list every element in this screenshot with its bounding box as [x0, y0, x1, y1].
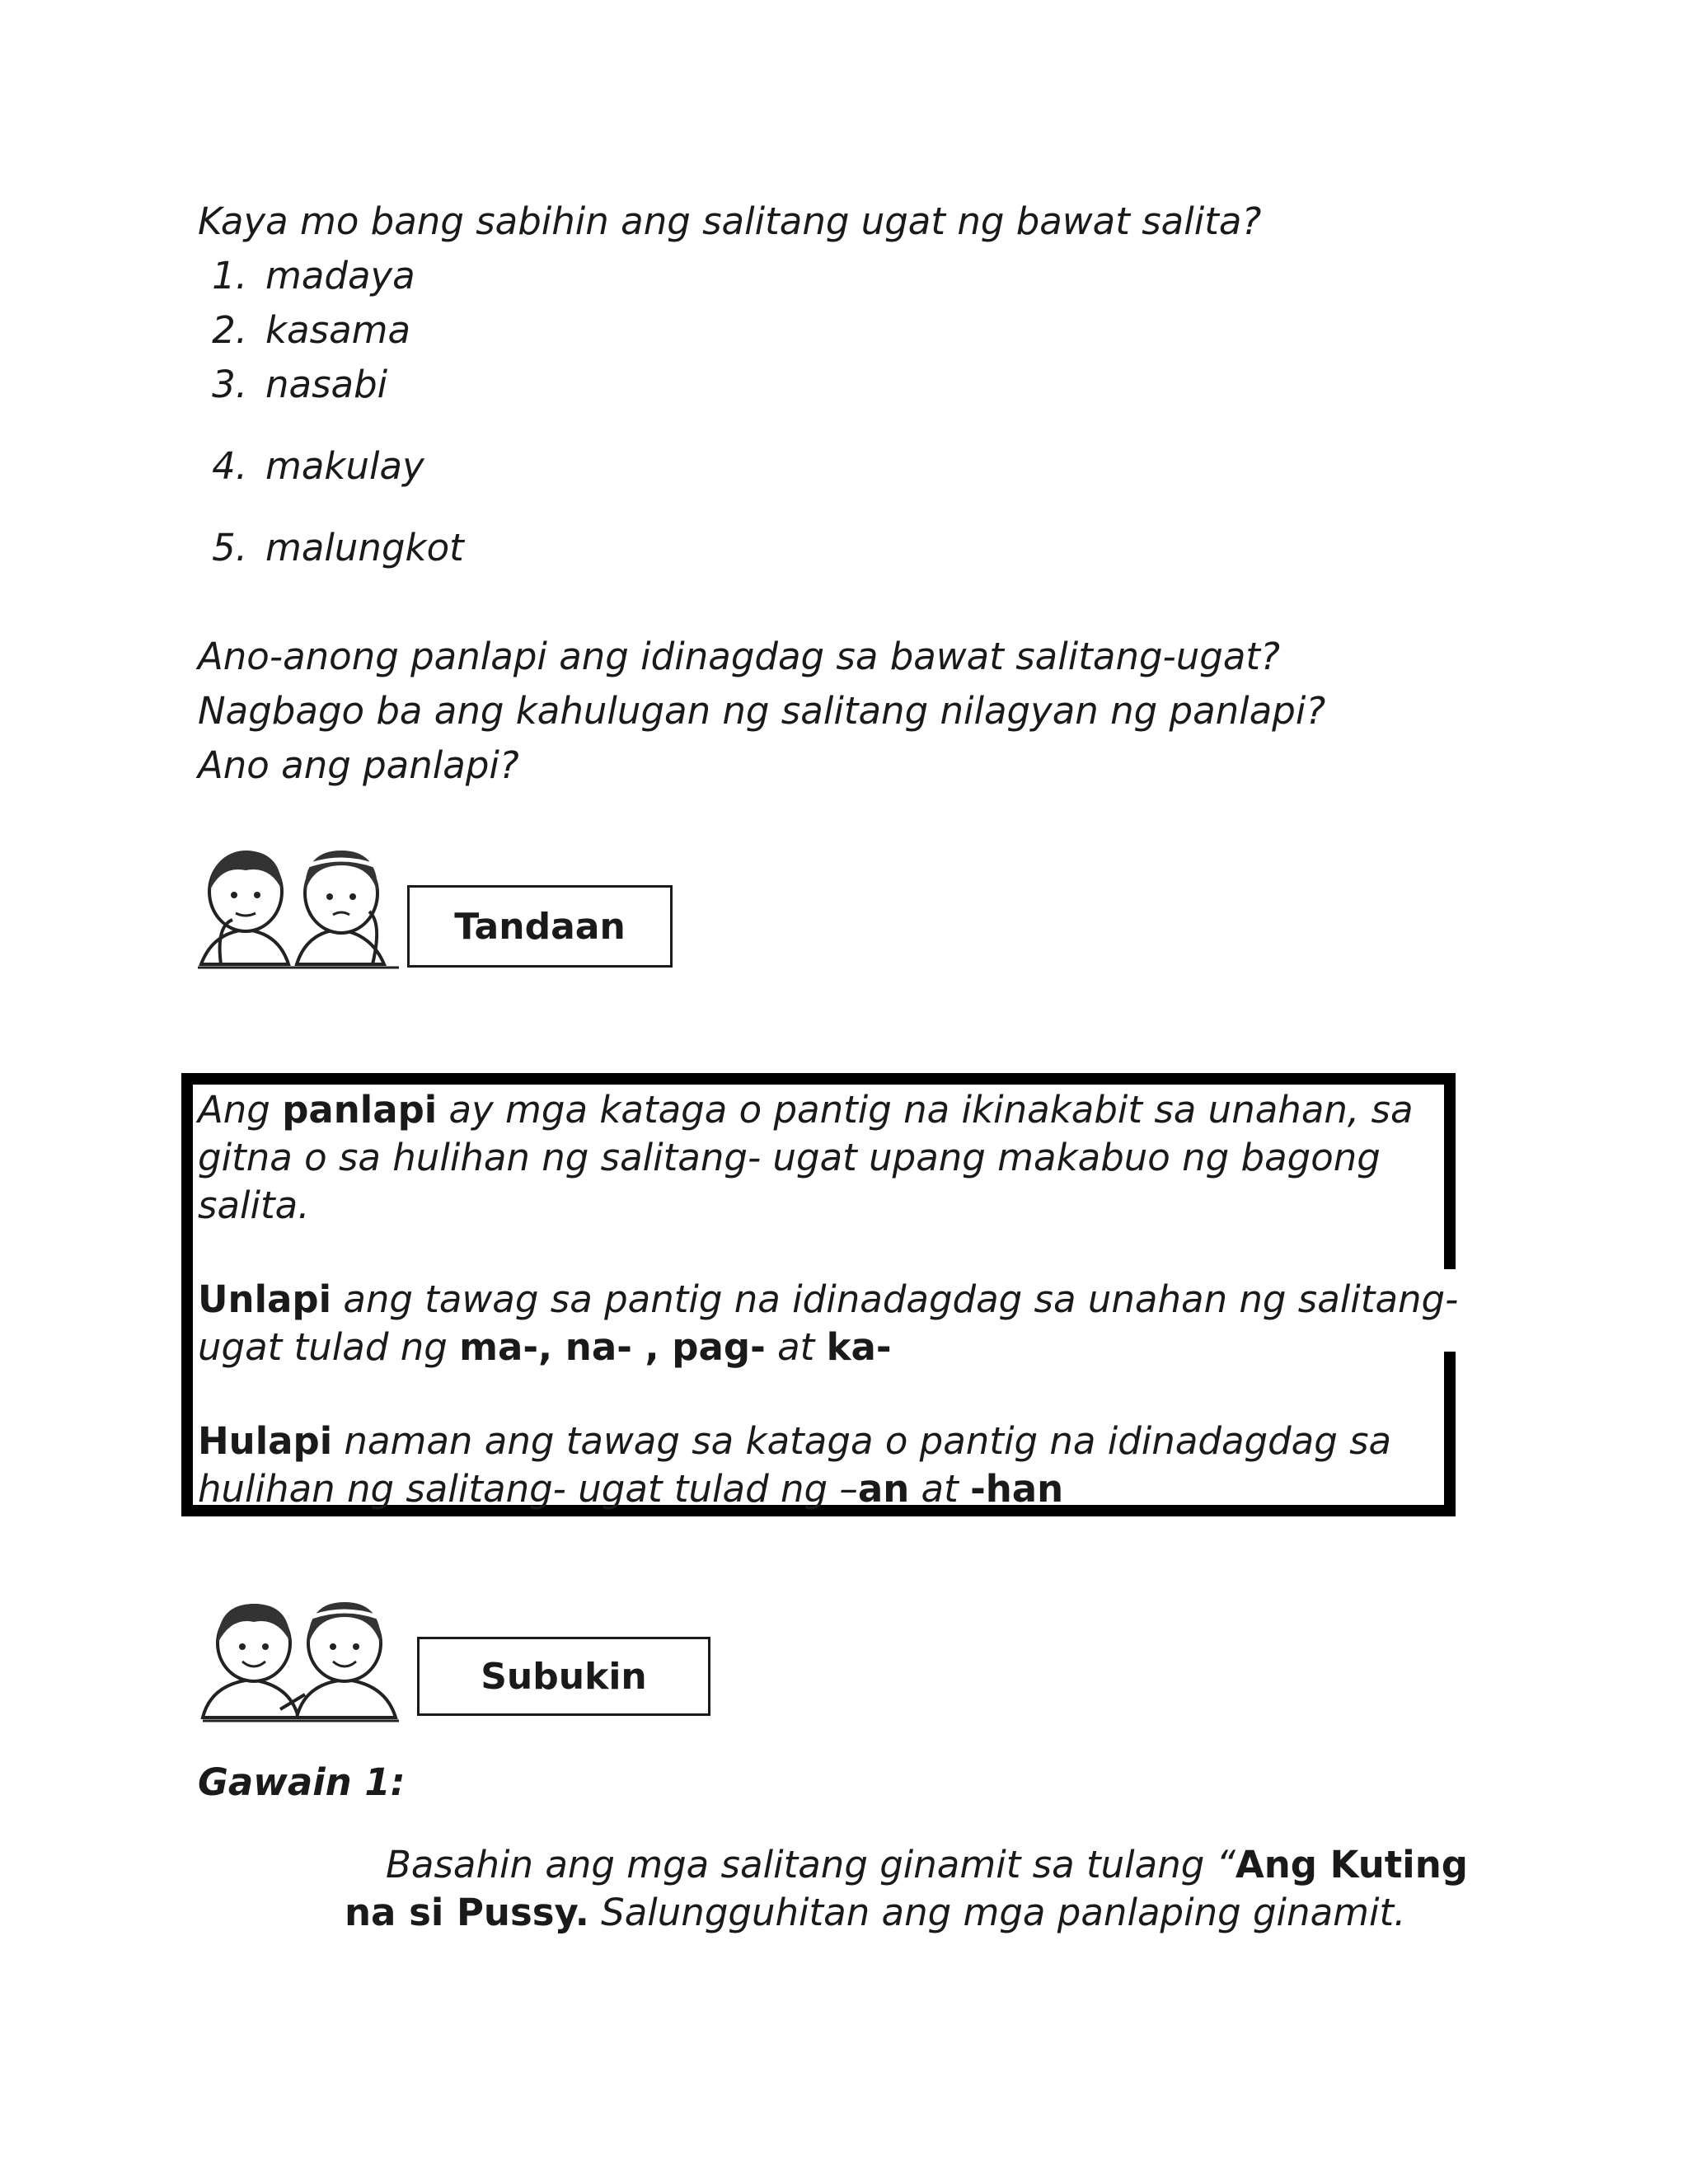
- list-number: 1.: [212, 254, 247, 298]
- list-item: [198, 249, 415, 303]
- poem-title-part: na si Pussy.: [345, 1891, 589, 1934]
- example-affix: ka-: [826, 1325, 892, 1369]
- list-item: [198, 521, 464, 575]
- rule-text: ay mga kataga o pantig na ikinakabit sa unahan, sa: [437, 1088, 1414, 1132]
- list-number: 5.: [212, 526, 247, 569]
- rule-text: naman ang tawag sa kataga o pantig na idinadagdag sa: [332, 1419, 1392, 1463]
- rule-text: ang tawag sa pantig na idinadagdag sa unahan ng salitang-: [331, 1277, 1459, 1321]
- tandaan-label: Tandaan: [407, 885, 673, 968]
- list-item: [198, 439, 424, 494]
- gawain-heading: Gawain 1:: [198, 1760, 406, 1804]
- rule-text: hulihan ng salitang- ugat tulad ng –: [198, 1467, 858, 1511]
- rule-line: gitna o sa hulihan ng salitang- ugat upang makabuo ng bagong: [198, 1136, 1381, 1179]
- rule-line: [198, 1324, 892, 1371]
- rule-line: [198, 1086, 1414, 1134]
- intro-question: Kaya mo bang sabihin ang salitang ugat ng bawat salita?: [198, 199, 1262, 243]
- instruction-line: [345, 1886, 1405, 1940]
- term-panlapi: panlapi: [282, 1088, 438, 1132]
- list-word: malungkot: [265, 526, 464, 569]
- list-number: 2.: [212, 308, 247, 352]
- rule-line: [198, 1418, 1391, 1465]
- rule-line: [198, 1276, 1458, 1324]
- question-line: Nagbago ba ang kahulugan ng salitang nilagyan ng panlapi?: [198, 689, 1326, 733]
- rule-text: ugat tulad ng: [198, 1325, 460, 1369]
- term-unlapi: Unlapi: [198, 1277, 332, 1321]
- list-word: madaya: [265, 254, 415, 298]
- list-number: 3.: [212, 363, 247, 406]
- two-thinking-children-icon: [196, 841, 402, 972]
- list-word: kasama: [265, 308, 411, 352]
- list-item: [198, 358, 387, 412]
- list-word: makulay: [265, 444, 424, 488]
- example-affixes: ma-, na- , pag-: [459, 1325, 766, 1369]
- instruction-text: Salungguhitan ang mga panlaping ginamit.: [588, 1891, 1406, 1934]
- rule-line: [198, 1465, 1063, 1513]
- poem-title-part: Ang Kuting: [1235, 1843, 1468, 1886]
- instruction-line: [386, 1838, 1468, 1892]
- rule-text: Ang: [198, 1088, 283, 1132]
- rule-line: salita.: [198, 1183, 310, 1227]
- term-hulapi: Hulapi: [198, 1419, 333, 1463]
- example-affix: -han: [970, 1467, 1064, 1511]
- question-line: Ano ang panlapi?: [198, 743, 519, 787]
- rule-text: at: [765, 1325, 827, 1369]
- list-item: [198, 303, 410, 358]
- example-affix: an: [857, 1467, 910, 1511]
- list-number: 4.: [212, 444, 247, 488]
- two-writing-children-icon: [198, 1594, 404, 1726]
- subukin-label: Subukin: [417, 1637, 710, 1716]
- instruction-text: Basahin ang mga salitang ginamit sa tulang “: [386, 1843, 1236, 1886]
- question-line: Ano-anong panlapi ang idinagdag sa bawat salitang-ugat?: [198, 635, 1280, 678]
- rule-text: at: [909, 1467, 971, 1511]
- list-word: nasabi: [265, 363, 388, 406]
